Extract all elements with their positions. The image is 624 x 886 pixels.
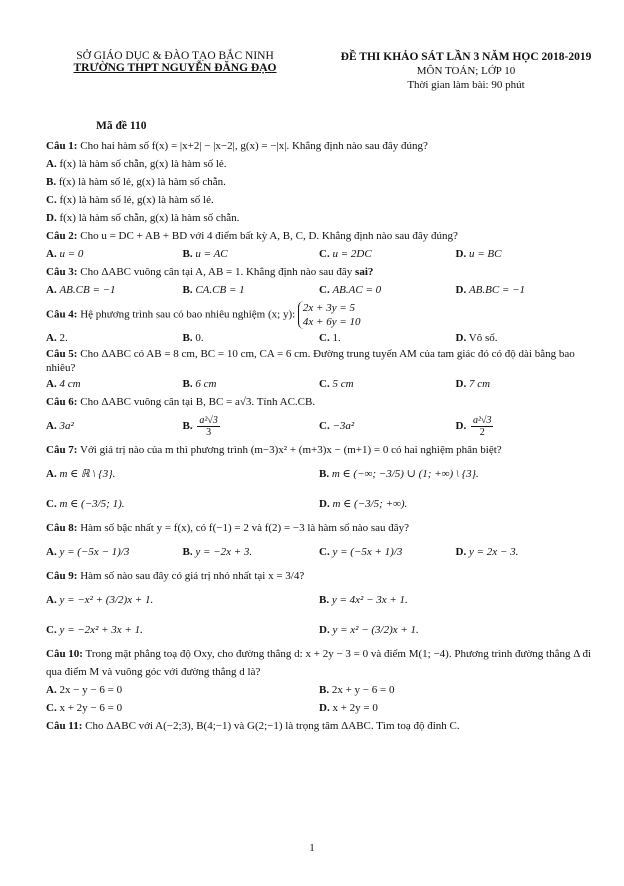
option-text: f(x) là hàm số lẻ, g(x) là hàm số chẵn. bbox=[58, 176, 226, 188]
answer-option[interactable] bbox=[319, 329, 456, 347]
option-letter: B. bbox=[182, 378, 193, 390]
question-5 bbox=[46, 347, 592, 375]
option-text: f(x) là hàm số chẵn, g(x) là hàm số lẻ. bbox=[59, 158, 227, 170]
question-label: Câu 7: bbox=[46, 444, 78, 456]
question-10 bbox=[46, 645, 592, 681]
option-text: u = AC bbox=[195, 248, 228, 260]
fraction bbox=[471, 415, 494, 438]
option-text: x + 2y = 0 bbox=[332, 702, 378, 714]
answer-option[interactable] bbox=[319, 615, 592, 645]
option-letter: A. bbox=[46, 684, 57, 696]
answer-option[interactable] bbox=[46, 585, 319, 615]
option-text: x + 2y − 6 = 0 bbox=[59, 702, 123, 714]
option-text: y = (−5x + 1)/3 bbox=[332, 546, 403, 558]
header-left bbox=[40, 50, 310, 74]
answer-option[interactable] bbox=[456, 329, 593, 347]
answer-option[interactable] bbox=[319, 699, 592, 717]
answer-option[interactable] bbox=[46, 699, 319, 717]
subject: MÔN TOÁN; LỚP 10 bbox=[416, 65, 516, 77]
option-letter: B. bbox=[46, 176, 57, 188]
answer-option[interactable] bbox=[456, 375, 593, 393]
option-text: y = −x² + (3/2)x + 1. bbox=[59, 594, 154, 606]
exam-code: Mã đề 110 bbox=[96, 120, 147, 132]
option-letter: B. bbox=[319, 468, 330, 480]
option-letter: C. bbox=[319, 248, 330, 260]
question-stem: Hàm số nào sau đây có giá trị nhỏ nhất tại x = 3/4? bbox=[80, 570, 305, 582]
answer-option[interactable] bbox=[319, 411, 456, 441]
option-letter: B. bbox=[182, 248, 193, 260]
fraction bbox=[197, 415, 220, 438]
option-letter: C. bbox=[319, 284, 330, 296]
option-letter: D. bbox=[455, 248, 467, 260]
option-letter: C. bbox=[319, 420, 330, 432]
option-letter: D. bbox=[319, 498, 330, 510]
exam-time: Thời gian làm bài: 90 phút bbox=[407, 79, 525, 91]
denominator: 3 bbox=[206, 426, 212, 438]
option-letter: A. bbox=[46, 378, 57, 390]
question-label: Câu 3: bbox=[46, 266, 78, 278]
option-text: m ∈ (−3/5; +∞). bbox=[332, 498, 408, 510]
answer-option[interactable] bbox=[183, 281, 320, 299]
option-letter: D. bbox=[455, 546, 467, 558]
option-text: m ∈ (−∞; −3/5) ∪ (1; +∞) \ {3}. bbox=[331, 468, 479, 480]
question-stem: Với giá trị nào của m thì phương trình (m−3)x² + (m+3)x − (m+1) = 0 có hai nghiệm phân biệt? bbox=[80, 444, 502, 456]
option-text: AB.CB = −1 bbox=[59, 284, 116, 296]
option-text: 3a² bbox=[59, 420, 74, 432]
option-text: 5 cm bbox=[332, 378, 354, 390]
option-letter: A. bbox=[46, 284, 57, 296]
options-row bbox=[46, 411, 592, 441]
header-right bbox=[316, 50, 616, 92]
option-text: m ∈ ℝ \ {3}. bbox=[59, 468, 116, 480]
option-text: u = 0 bbox=[59, 248, 84, 260]
question-label: Câu 2: bbox=[46, 230, 78, 242]
question-stem: Cho ΔABC có AB = 8 cm, BC = 10 cm, CA = 6 cm. Đường trung tuyến AM của tam giác đó có độ dài bằng bao nhiêu? bbox=[46, 348, 575, 374]
option-text: y = 2x − 3. bbox=[468, 546, 519, 558]
question-label: Câu 9: bbox=[46, 570, 78, 582]
options-row bbox=[46, 281, 592, 299]
option-text: 4 cm bbox=[59, 378, 81, 390]
equation-1: 2x + 3y = 5 bbox=[302, 302, 356, 314]
option-letter: B. bbox=[182, 284, 193, 296]
question-6 bbox=[46, 393, 592, 411]
question-label: Câu 10: bbox=[46, 648, 83, 660]
question-1 bbox=[46, 137, 592, 155]
option-letter: A. bbox=[46, 468, 57, 480]
answer-option[interactable] bbox=[46, 329, 183, 347]
answer-option[interactable] bbox=[46, 411, 183, 441]
question-9 bbox=[46, 567, 592, 585]
equation-2: 4x + 6y = 10 bbox=[302, 316, 361, 328]
school-name: TRƯỜNG THPT NGUYỄN ĐĂNG ĐẠO bbox=[73, 62, 277, 74]
department: SỞ GIÁO DỤC & ĐÀO TẠO BẮC NINH bbox=[76, 50, 274, 62]
option-letter: C. bbox=[319, 378, 330, 390]
option-text: 2x + y − 6 = 0 bbox=[331, 684, 395, 696]
question-label: Câu 8: bbox=[46, 522, 78, 534]
option-letter: A. bbox=[46, 420, 57, 432]
options-row bbox=[46, 681, 592, 699]
numerator: a²√3 bbox=[199, 414, 218, 426]
answer-option[interactable] bbox=[46, 281, 183, 299]
option-letter: D. bbox=[319, 624, 330, 636]
options-row bbox=[46, 615, 592, 645]
options-row bbox=[46, 375, 592, 393]
option-letter: D. bbox=[455, 378, 467, 390]
answer-option[interactable] bbox=[46, 155, 592, 173]
option-text: u = 2DC bbox=[332, 248, 372, 260]
answer-option[interactable] bbox=[319, 537, 456, 567]
answer-option[interactable] bbox=[456, 245, 593, 263]
option-letter: C. bbox=[319, 332, 330, 344]
options-row bbox=[46, 699, 592, 717]
option-letter: A. bbox=[46, 332, 57, 344]
option-text: 2. bbox=[59, 332, 68, 344]
option-letter: B. bbox=[319, 594, 330, 606]
option-text: AB.AC = 0 bbox=[332, 284, 382, 296]
question-11 bbox=[46, 717, 592, 735]
options-row bbox=[46, 245, 592, 263]
answer-option[interactable] bbox=[319, 375, 456, 393]
option-letter: B. bbox=[182, 420, 193, 432]
question-3 bbox=[46, 263, 592, 281]
question-stem: Cho ΔABC vuông cân tại B, BC = a√3. Tính AC.CB. bbox=[80, 396, 316, 408]
answer-option[interactable] bbox=[46, 459, 319, 489]
question-label: Câu 1: bbox=[46, 140, 78, 152]
option-letter: D. bbox=[455, 420, 467, 432]
options-row bbox=[46, 459, 592, 489]
question-2 bbox=[46, 227, 592, 245]
option-text: y = x² − (3/2)x + 1. bbox=[332, 624, 419, 636]
questions bbox=[46, 137, 592, 735]
option-text: −3a² bbox=[332, 420, 355, 432]
question-stem: Cho ΔABC vuông cân tại A, AB = 1. Khẳng định nào sau đây bbox=[80, 266, 353, 278]
option-letter: A. bbox=[46, 158, 57, 170]
option-text: f(x) là hàm số chẵn, g(x) là hàm số chẵn. bbox=[59, 212, 240, 224]
option-text: Vô số. bbox=[468, 332, 498, 344]
question-7 bbox=[46, 441, 592, 459]
question-stem: Cho u = DC + AB + BD với 4 điểm bất kỳ A, B, C, D. Khẳng định nào sau đây đúng? bbox=[80, 230, 458, 242]
option-letter: D. bbox=[319, 702, 330, 714]
option-text: 7 cm bbox=[468, 378, 491, 390]
option-letter: B. bbox=[319, 684, 330, 696]
option-letter: B. bbox=[182, 546, 193, 558]
answer-option[interactable] bbox=[319, 681, 592, 699]
option-text: AB.BC = −1 bbox=[468, 284, 526, 296]
question-label: Câu 11: bbox=[46, 720, 83, 732]
option-letter: C. bbox=[46, 624, 57, 636]
question-stem: Hệ phương trình sau có bao nhiêu nghiệm (x; y): bbox=[80, 308, 296, 321]
option-text: m ∈ (−3/5; 1). bbox=[59, 498, 125, 510]
question-label: Câu 5: bbox=[46, 348, 78, 360]
answer-option[interactable] bbox=[46, 681, 319, 699]
answer-option[interactable] bbox=[319, 459, 592, 489]
answer-option[interactable] bbox=[46, 245, 183, 263]
answer-option[interactable] bbox=[46, 191, 592, 209]
question-stem: Trong mặt phẳng toạ độ Oxy, cho đường thẳng d: x + 2y − 3 = 0 và điểm M(1; −4). Phương trình đường thẳng Δ đi qua điểm M và vuông góc với đường thẳng d là? bbox=[46, 648, 592, 678]
option-text: u = BC bbox=[468, 248, 502, 260]
option-text: 1. bbox=[332, 332, 341, 344]
option-letter: A. bbox=[46, 594, 57, 606]
option-letter: A. bbox=[46, 248, 57, 260]
question-4 bbox=[46, 301, 592, 329]
options-row bbox=[46, 585, 592, 615]
answer-option[interactable] bbox=[183, 537, 320, 567]
equation-system bbox=[298, 301, 361, 329]
option-text: 2x − y − 6 = 0 bbox=[59, 684, 123, 696]
answer-option[interactable] bbox=[319, 281, 456, 299]
option-letter: C. bbox=[46, 498, 57, 510]
answer-option[interactable] bbox=[319, 245, 456, 263]
option-text: y = −2x + 3. bbox=[195, 546, 253, 558]
answer-option[interactable] bbox=[456, 281, 593, 299]
denominator: 2 bbox=[479, 426, 485, 438]
option-letter: B. bbox=[182, 332, 193, 344]
question-emphasis: sai? bbox=[355, 266, 374, 278]
question-8 bbox=[46, 519, 592, 537]
option-text: y = −2x² + 3x + 1. bbox=[59, 624, 143, 636]
option-text: 6 cm bbox=[195, 378, 217, 390]
answer-option[interactable] bbox=[183, 329, 320, 347]
option-letter: A. bbox=[46, 546, 57, 558]
exam-title: ĐỀ THI KHẢO SÁT LẦN 3 NĂM HỌC 2018-2019 bbox=[340, 51, 592, 63]
answer-option[interactable] bbox=[46, 615, 319, 645]
answer-option[interactable] bbox=[456, 411, 593, 441]
option-letter: D. bbox=[455, 332, 467, 344]
options-row bbox=[46, 537, 592, 567]
option-letter: C. bbox=[319, 546, 330, 558]
answer-option[interactable] bbox=[46, 537, 183, 567]
answer-option[interactable] bbox=[183, 245, 320, 263]
option-text: 0. bbox=[195, 332, 204, 344]
question-stem: Cho ΔABC với A(−2;3), B(4;−1) và G(2;−1) là trọng tâm ΔABC. Tìm toạ độ đỉnh C. bbox=[85, 720, 460, 732]
option-text: y = 4x² − 3x + 1. bbox=[331, 594, 408, 606]
answer-option[interactable] bbox=[319, 585, 592, 615]
question-label: Câu 6: bbox=[46, 396, 78, 408]
option-text: f(x) là hàm số lẻ, g(x) là hàm số lẻ. bbox=[59, 194, 214, 206]
numerator: a²√3 bbox=[472, 414, 492, 426]
option-text: y = (−5x − 1)/3 bbox=[59, 546, 130, 558]
question-stem: Cho hai hàm số f(x) = |x+2| − |x−2|, g(x) = −|x|. Khẳng định nào sau đây đúng? bbox=[80, 140, 428, 152]
answer-option[interactable] bbox=[183, 375, 320, 393]
options-row bbox=[46, 329, 592, 347]
answer-option[interactable] bbox=[46, 209, 592, 227]
answer-option[interactable] bbox=[183, 411, 320, 441]
question-stem: Hàm số bậc nhất y = f(x), có f(−1) = 2 và f(2) = −3 là hàm số nào sau đây? bbox=[80, 522, 410, 534]
option-letter: D. bbox=[46, 212, 57, 224]
answer-option[interactable] bbox=[46, 375, 183, 393]
answer-option[interactable] bbox=[319, 489, 592, 519]
option-letter: C. bbox=[46, 194, 57, 206]
question-label: Câu 4: bbox=[46, 308, 78, 321]
page-number: 1 bbox=[309, 842, 315, 854]
option-letter: C. bbox=[46, 702, 57, 714]
option-text: CA.CB = 1 bbox=[195, 284, 245, 296]
answer-option[interactable] bbox=[46, 173, 592, 191]
options-row bbox=[46, 489, 592, 519]
answer-option[interactable] bbox=[456, 537, 593, 567]
answer-option[interactable] bbox=[46, 489, 319, 519]
option-letter: D. bbox=[455, 284, 467, 296]
